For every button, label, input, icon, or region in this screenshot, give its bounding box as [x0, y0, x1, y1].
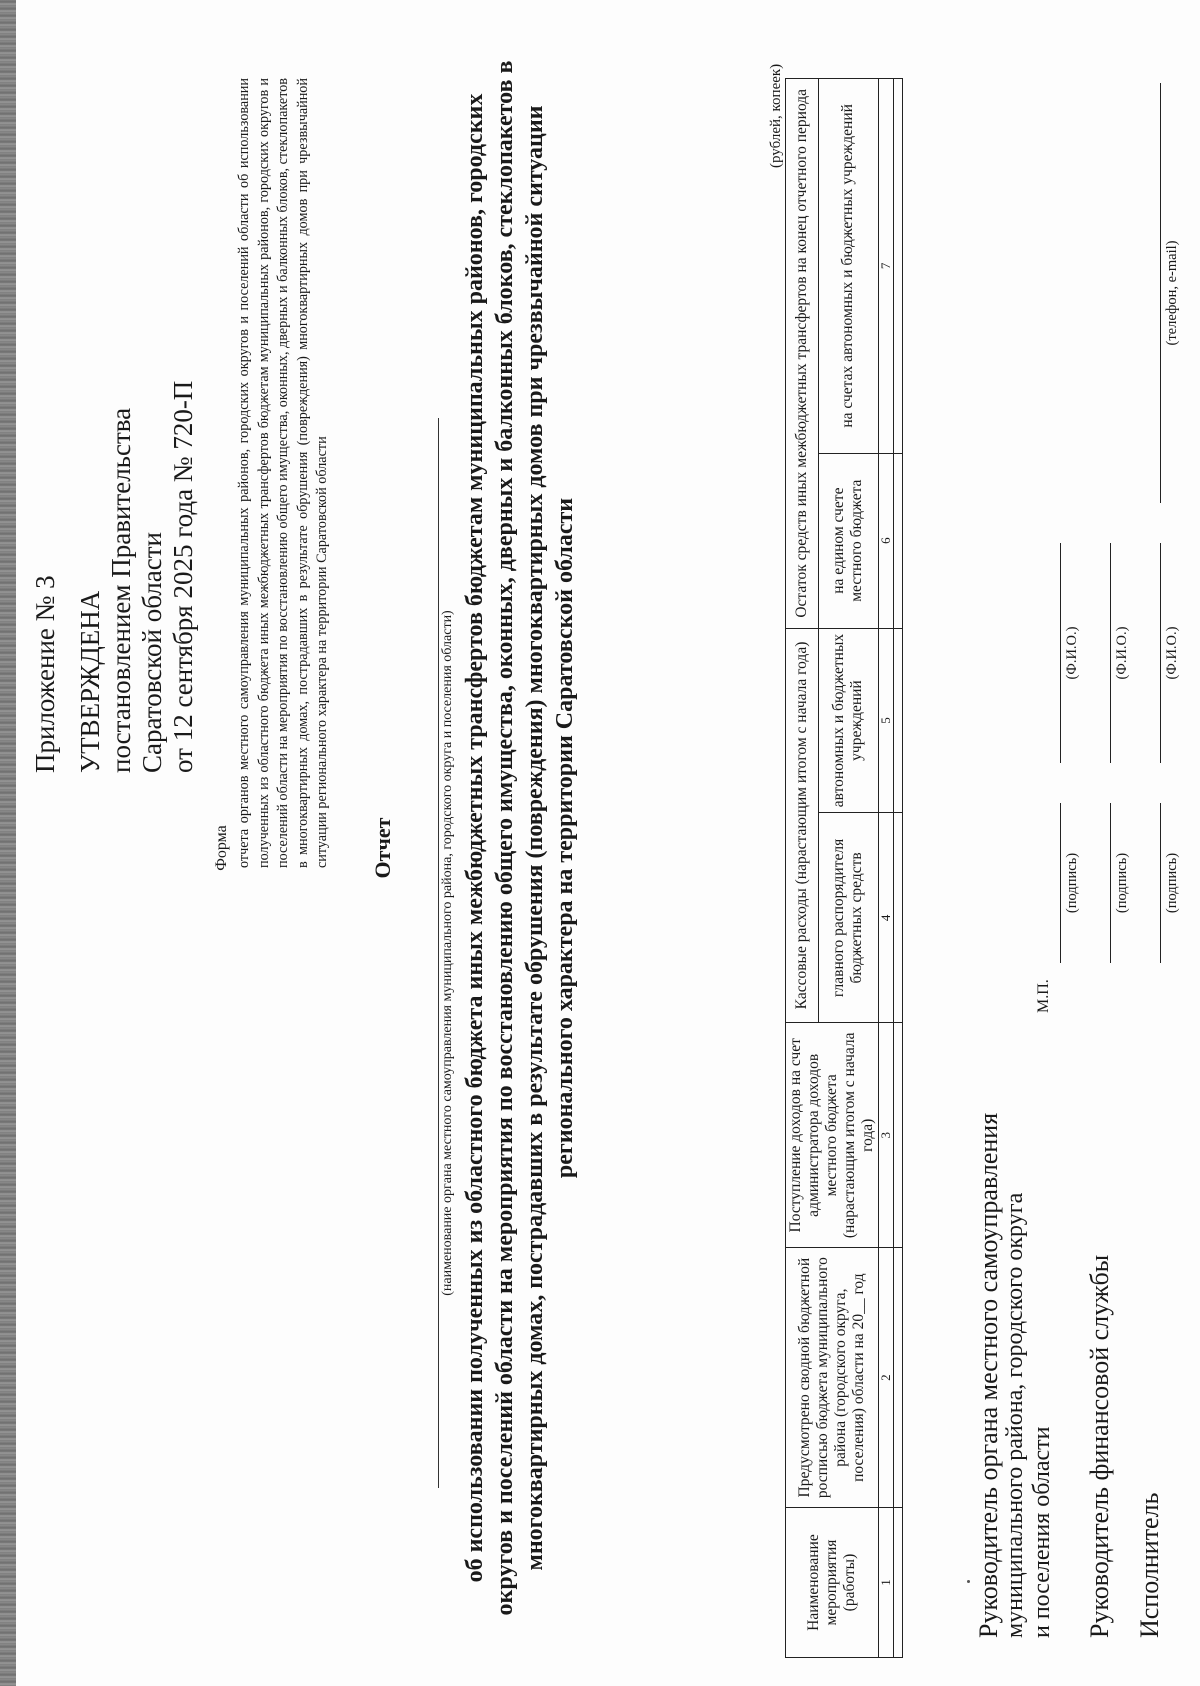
executor-name-caption: (Ф.И.О.)	[1164, 626, 1180, 680]
executor-signature-label: Исполнитель	[1135, 1492, 1164, 1638]
col-number: 1	[879, 1508, 894, 1658]
col-number: 7	[879, 79, 894, 454]
executor-sign-caption: (подпись)	[1164, 852, 1180, 914]
finance-name-line[interactable]	[1110, 543, 1111, 763]
appendix-number: Приложение № 3	[30, 575, 60, 773]
finance-signature-label: Руководитель финансовой службы	[1085, 1254, 1114, 1638]
report-table	[785, 78, 903, 1658]
col-group-expenses: Кассовые расходы (нарастающим итогом с начала года)	[786, 628, 819, 1023]
head-signature-label	[975, 1113, 1056, 1638]
col-header-planned: Предусмотрено сводной бюджетной росписью бюджета муниципального района (городского округа, поселения) области на 20__ год	[786, 1248, 879, 1508]
head-sign-line[interactable]	[1060, 803, 1061, 963]
col-header-single-account: на едином счете местного бюджета	[818, 453, 878, 628]
col-header-activity: Наименование мероприятия (работы)	[786, 1508, 879, 1658]
seal-place: М.П.	[1035, 979, 1052, 1013]
finance-name-caption: (Ф.И.О.)	[1114, 626, 1130, 680]
org-name-line	[438, 418, 439, 1488]
head-title-line-2: муниципального района, городского округа	[1002, 1192, 1028, 1638]
org-name-caption: (наименование органа местного самоуправления муниципального района, городского округа и поселения области)	[440, 610, 455, 1296]
table-cell[interactable]	[894, 1508, 903, 1658]
table-number-row	[879, 79, 894, 1658]
col-header-main-manager: главного распорядителя бюджетных средств	[818, 813, 878, 1023]
approval-line-2: Саратовской области	[137, 532, 167, 773]
table-cell[interactable]	[894, 453, 903, 628]
units-label: (рублей, копеек)	[768, 63, 784, 168]
executor-name-line[interactable]	[1160, 543, 1161, 763]
executor-sign-line[interactable]	[1160, 803, 1161, 963]
form-label: Форма	[213, 825, 230, 871]
table-cell[interactable]	[894, 813, 903, 1023]
approval-line-1: постановлением Правительства	[106, 407, 136, 773]
col-number: 2	[879, 1248, 894, 1508]
head-sign-caption: (подпись)	[1064, 852, 1080, 914]
executor-contact-line[interactable]	[1160, 83, 1161, 503]
table-cell[interactable]	[894, 79, 903, 454]
finance-sign-line[interactable]	[1110, 803, 1111, 963]
col-header-institutions: автономных и бюджетных учреждений	[818, 628, 878, 813]
head-name-caption: (Ф.И.О.)	[1064, 626, 1080, 680]
col-number: 5	[879, 628, 894, 813]
table-cell[interactable]	[894, 628, 903, 813]
head-title-line-1: Руководитель органа местного самоуправления	[974, 1112, 1003, 1638]
table-header-row	[786, 79, 819, 1658]
table-cell[interactable]	[894, 1248, 903, 1508]
report-heading: Отчет	[370, 817, 395, 879]
approval-line-3: от 12 сентября 2025 года № 720-П	[168, 380, 198, 773]
scan-edge	[0, 0, 16, 1686]
approved-stamp: УТВЕРЖДЕНА	[75, 590, 105, 773]
col-number: 4	[879, 813, 894, 1023]
scan-speck	[967, 1580, 970, 1583]
col-header-revenue: Поступление доходов на счет администратора доходов местного бюджета (нарастающим итогом с начала года)	[786, 1023, 879, 1248]
form-description: отчета органов местного самоуправления муниципальных районов, городских округов и поселений области об использовании полученных из областного бюджета иных межбюджетных трансфертов бюджетам муниципальных районов, городских округов и поселений области на мероприятия по восстановлению общего имущества, оконных, дверных и балконных блоков, стеклопакетов в многоквартирных домах, пострадавших в результате обрушения (повреждения) многоквартирных домов при чрезвычайной ситуации регионального характера на территории Саратовской области	[236, 77, 330, 868]
col-header-institution-accounts: на счетах автономных и бюджетных учреждений	[818, 79, 878, 454]
col-group-balance: Остаток средств иных межбюджетных трансфертов на конец отчетного периода	[786, 79, 819, 629]
head-title-line-3: и поселения области	[1029, 1426, 1055, 1638]
report-title: об использовании полученных из областного бюджета иных межбюджетных трансфертов бюджетам муниципальных районов, городских округов и поселений области на мероприятия по восстановлению общего имущества, оконных, дверных и балконных блоков, стеклопакетов в многоквартирных домах, пострадавших в результате обрушения (повреждения) многоквартирных домов при чрезвычайной ситуации регионального характера на территории Саратовской области	[462, 60, 578, 1616]
rotated-page	[30, 28, 1190, 1668]
head-name-line[interactable]	[1060, 543, 1061, 763]
table-row	[894, 79, 903, 1658]
approval-block	[30, 73, 199, 773]
finance-sign-caption: (подпись)	[1114, 852, 1130, 914]
executor-contact-caption: (телефон, e-mail)	[1164, 240, 1180, 346]
col-number: 6	[879, 453, 894, 628]
col-number: 3	[879, 1023, 894, 1248]
table-cell[interactable]	[894, 1023, 903, 1248]
